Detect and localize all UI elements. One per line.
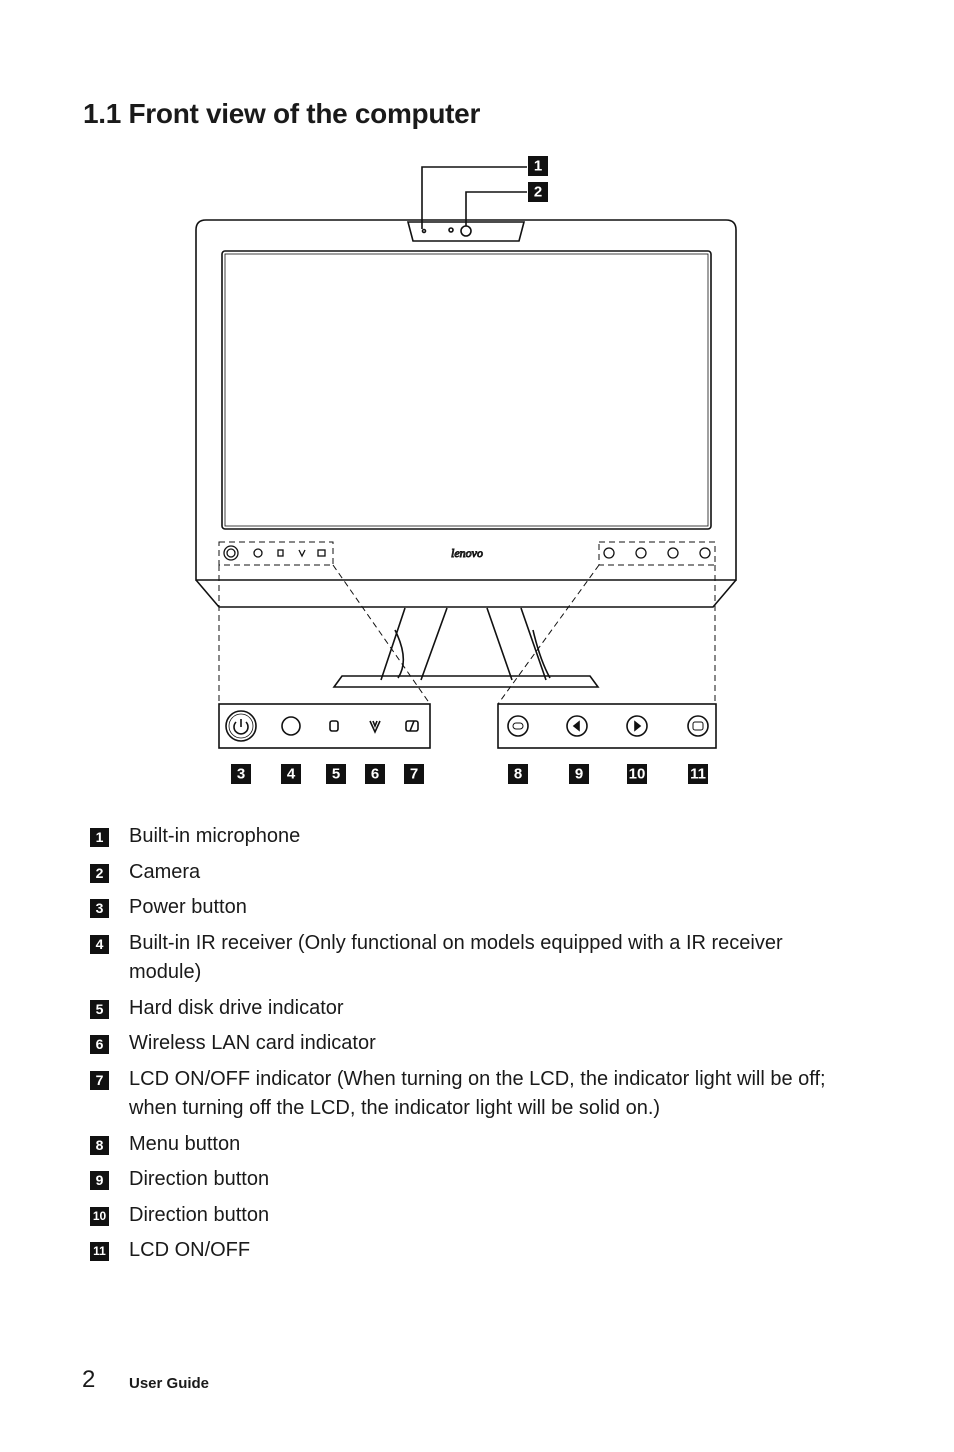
page-footer <box>82 1366 210 1394</box>
callout-5 <box>326 764 346 784</box>
callout-2 <box>528 182 548 202</box>
footer-title: User Guide <box>129 1375 210 1392</box>
svg-text:10: 10 <box>628 765 646 783</box>
callout-4 <box>281 764 301 784</box>
legend-item <box>90 929 850 988</box>
legend-item <box>90 1029 850 1059</box>
ir-receiver-icon <box>282 717 300 735</box>
legend-item <box>90 893 850 923</box>
menu-button-icon <box>508 716 528 736</box>
legend-number: 2 <box>90 864 109 883</box>
legend-text: Direction button <box>129 1168 270 1190</box>
svg-text:5: 5 <box>331 765 341 783</box>
legend-number: 1 <box>90 828 109 847</box>
stand <box>381 608 546 680</box>
page-title: 1.1 Front view of the computer <box>83 98 481 129</box>
wlan-indicator-icon <box>370 721 380 732</box>
bezel-bottom <box>196 580 736 607</box>
brand-logo: lenovo <box>451 546 483 560</box>
legend-number: 8 <box>90 1136 109 1155</box>
callout-3 <box>231 764 251 784</box>
legend-number: 10 <box>90 1207 109 1226</box>
legend-text: LCD ON/OFF indicator (When turning on the LCD, the indicator light will be off; when turning off the LCD, the indicator light will be solid on.) <box>129 1067 826 1119</box>
page-number: 2 <box>82 1366 96 1393</box>
svg-text:7: 7 <box>409 765 419 783</box>
legend-number: 9 <box>90 1171 109 1190</box>
svg-text:2: 2 <box>533 183 543 201</box>
legend-text: Power button <box>129 896 247 918</box>
svg-text:11: 11 <box>690 765 706 783</box>
legend-text: Camera <box>129 860 201 883</box>
legend-text: Direction button <box>129 1203 270 1226</box>
legend-item <box>90 1165 850 1195</box>
legend-number: 4 <box>90 935 109 954</box>
camera-icon <box>461 226 471 236</box>
svg-text:8: 8 <box>513 765 523 783</box>
hdd-indicator-icon <box>330 721 338 731</box>
svg-text:6: 6 <box>370 765 380 783</box>
legend-text: Menu button <box>129 1132 241 1155</box>
legend-number: 11 <box>90 1242 109 1261</box>
svg-text:4: 4 <box>286 765 296 783</box>
callout-7 <box>404 764 424 784</box>
legend-text: Hard disk drive indicator <box>129 996 344 1019</box>
legend-text: LCD ON/OFF <box>129 1239 251 1261</box>
svg-text:9: 9 <box>574 765 584 783</box>
svg-text:1: 1 <box>533 157 543 175</box>
legend-list <box>90 822 850 1272</box>
legend-item <box>90 994 850 1024</box>
legend-number: 3 <box>90 899 109 918</box>
callout-11 <box>688 764 708 784</box>
callout-10 <box>627 764 647 784</box>
legend-number: 7 <box>90 1071 109 1090</box>
callout-1 <box>528 156 548 176</box>
stand-base <box>334 676 598 687</box>
svg-text:3: 3 <box>236 765 246 783</box>
screen <box>222 251 711 529</box>
legend-number: 5 <box>90 1000 109 1019</box>
legend-item <box>90 858 850 888</box>
callout-9 <box>569 764 589 784</box>
legend-item <box>90 1130 850 1160</box>
callout-6 <box>365 764 385 784</box>
legend-item <box>90 822 850 852</box>
callout-8 <box>508 764 528 784</box>
right-panel-detail <box>498 704 716 748</box>
lcd-onoff-icon <box>688 716 708 736</box>
legend-text: Wireless LAN card indicator <box>129 1032 376 1054</box>
legend-item <box>90 1201 850 1231</box>
legend-number: 6 <box>90 1035 109 1054</box>
legend-item <box>90 1065 850 1124</box>
left-panel-detail <box>219 704 430 748</box>
legend-text: Built-in IR receiver (Only functional on models equipped with a IR receiver module) <box>129 931 783 983</box>
microphone-icon <box>423 230 426 233</box>
legend-item <box>90 1236 850 1266</box>
legend-text: Built-in microphone <box>129 825 301 847</box>
